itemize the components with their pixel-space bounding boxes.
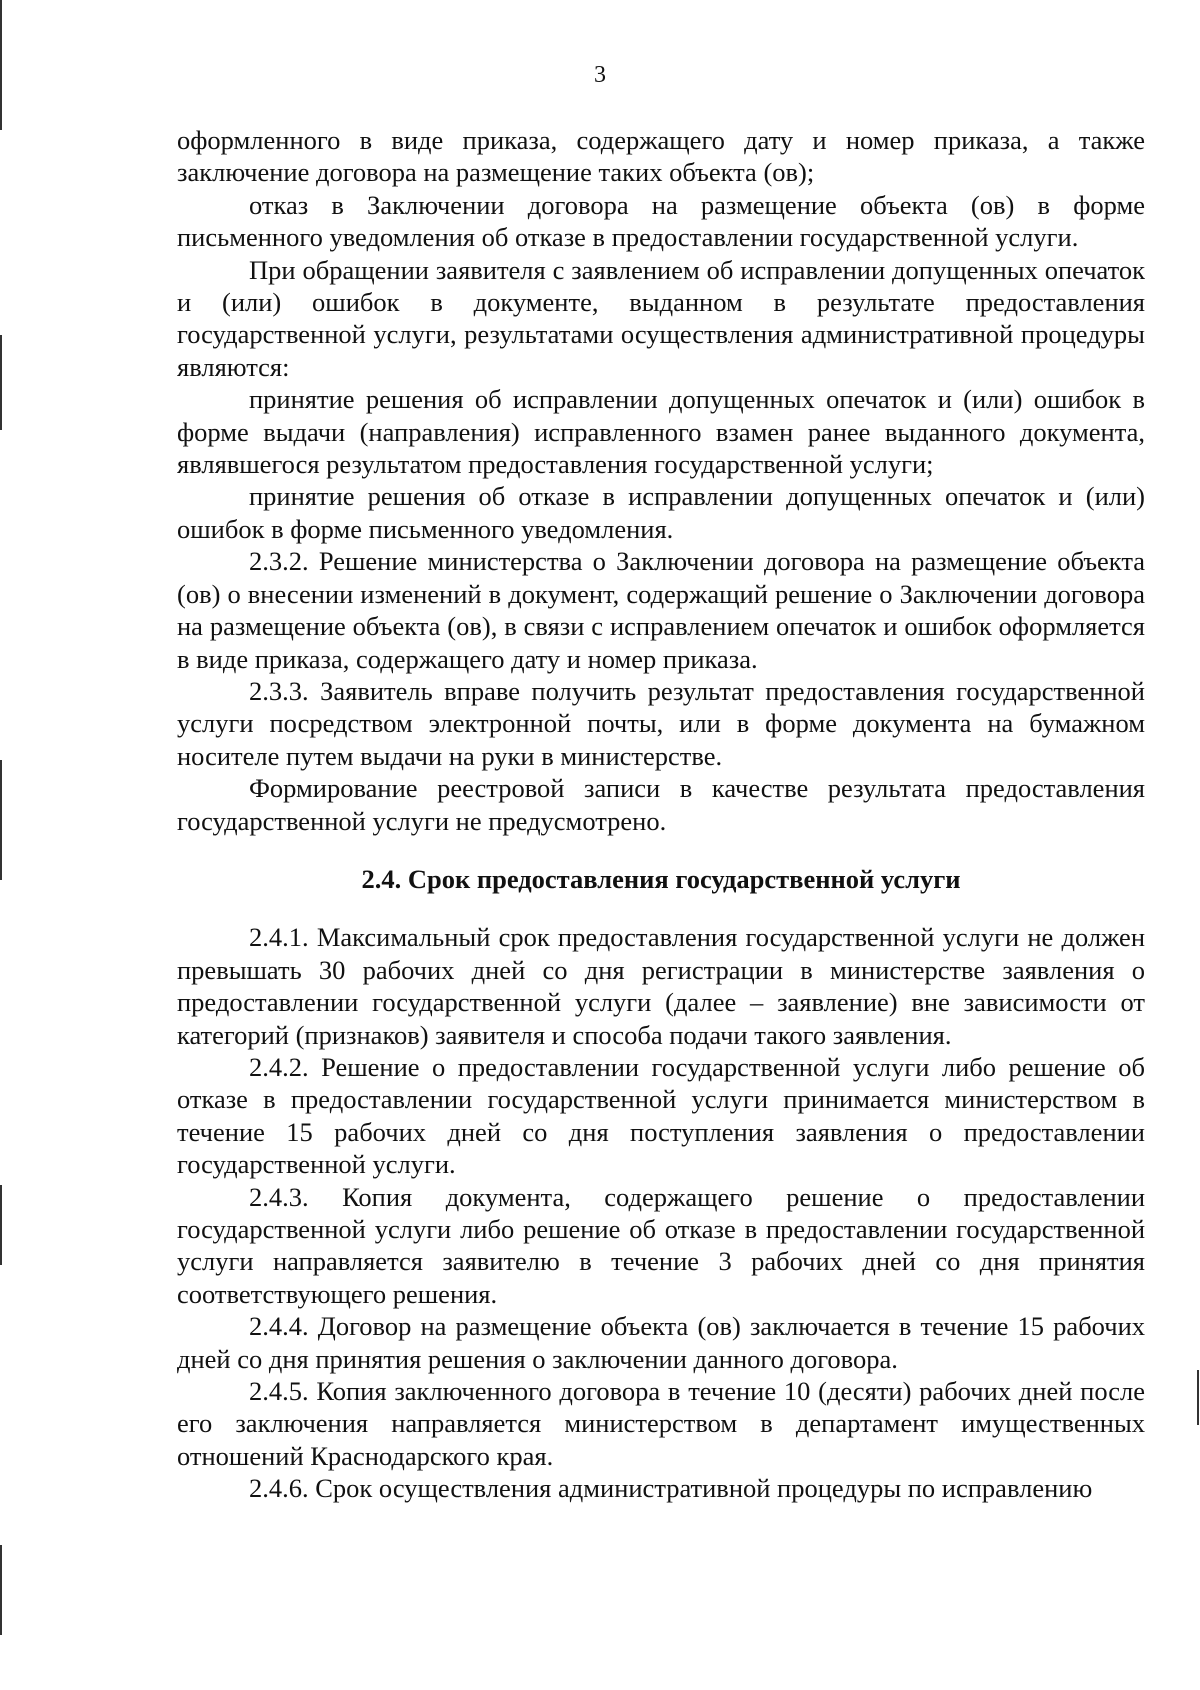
paragraph: Формирование реестровой записи в качестве результата предоставления государственной услуги не предусмотрено. <box>177 773 1145 836</box>
section-heading: 2.4. Срок предоставления государственной услуги <box>361 863 961 894</box>
scan-edge-mark <box>1197 1370 1199 1425</box>
paragraph: принятие решения об исправлении допущенных опечаток и (или) ошибок в форме выдачи (направления) исправленного взамен ранее выданного документа, являвшегося результатом предоставления государственной услуги; <box>177 384 1145 480</box>
scan-edge-mark <box>0 1545 2 1635</box>
scan-edge-mark <box>0 335 2 430</box>
paragraph: 2.4.3. Копия документа, содержащего решение о предоставлении государственной услуги либо решение об отказе в предоставлении государственной услуги направляется заявителю в течение 3 рабочих дней со дня принятия соответствующего решения. <box>177 1181 1145 1309</box>
paragraph: 2.4.1. Максимальный срок предоставления государственной услуги не должен превышать 30 рабочих дней со дня регистрации в министерстве заявления о предоставлении государственной услуги (далее – заявление) вне зависимости от категорий (признаков) заявителя и способа подачи такого заявления. <box>177 922 1145 1050</box>
paragraph: 2.4.4. Договор на размещение объекта (ов) заключается в течение 15 рабочих дней со дня принятия решения о заключении данного договора. <box>177 1311 1145 1374</box>
paragraph: принятие решения об отказе в исправлении допущенных опечаток и (или) ошибок в форме письменного уведомления. <box>177 481 1145 544</box>
paragraph: При обращении заявителя с заявлением об исправлении допущенных опечаток и (или) ошибок в документе, выданном в результате предоставления государственной услуги, результатами осуществления административной процедуры являются: <box>177 254 1145 382</box>
paragraph: 2.3.2. Решение министерства о Заключении договора на размещение объекта (ов) о внесении изменений в документ, содержащий решение о Заключении договора на размещение объекта (ов), в связи с исправлением опечаток и ошибок оформляется в виде приказа, содержащего дату и номер приказа. <box>177 546 1145 674</box>
paragraph: 2.4.6. Срок осуществления административной процедуры по исправлению <box>249 1473 1093 1504</box>
paragraph: 2.4.5. Копия заключенного договора в течение 10 (десяти) рабочих дней после его заключения направляется министерством в департамент имущественных отношений Краснодарского края. <box>177 1376 1145 1471</box>
paragraphs-after-heading <box>177 921 1145 1504</box>
document-body <box>177 124 1145 1505</box>
paragraph: оформленного в виде приказа, содержащего дату и номер приказа, а также заключение договора на размещение таких объекта (ов); <box>177 125 1145 188</box>
paragraph: 2.4.2. Решение о предоставлении государственной услуги либо решение об отказе в предоставлении государственной услуги принимается министерством в течение 15 рабочих дней со дня поступления заявления о предоставлении государственной услуги. <box>177 1051 1145 1180</box>
paragraph: отказ в Заключении договора на размещение объекта (ов) в форме письменного уведомления об отказе в предоставлении государственной услуги. <box>177 189 1145 253</box>
paragraph: 2.3.3. Заявитель вправе получить результат предоставления государственной услуги посредством электронной почты, или в форме документа на бумажном носителе путем выдачи на руки в министерстве. <box>177 675 1145 771</box>
scan-edge-mark <box>0 760 2 880</box>
paragraphs-before-heading <box>177 124 1145 837</box>
scan-edge-mark <box>0 1185 2 1265</box>
page-number: 3 <box>594 62 606 88</box>
